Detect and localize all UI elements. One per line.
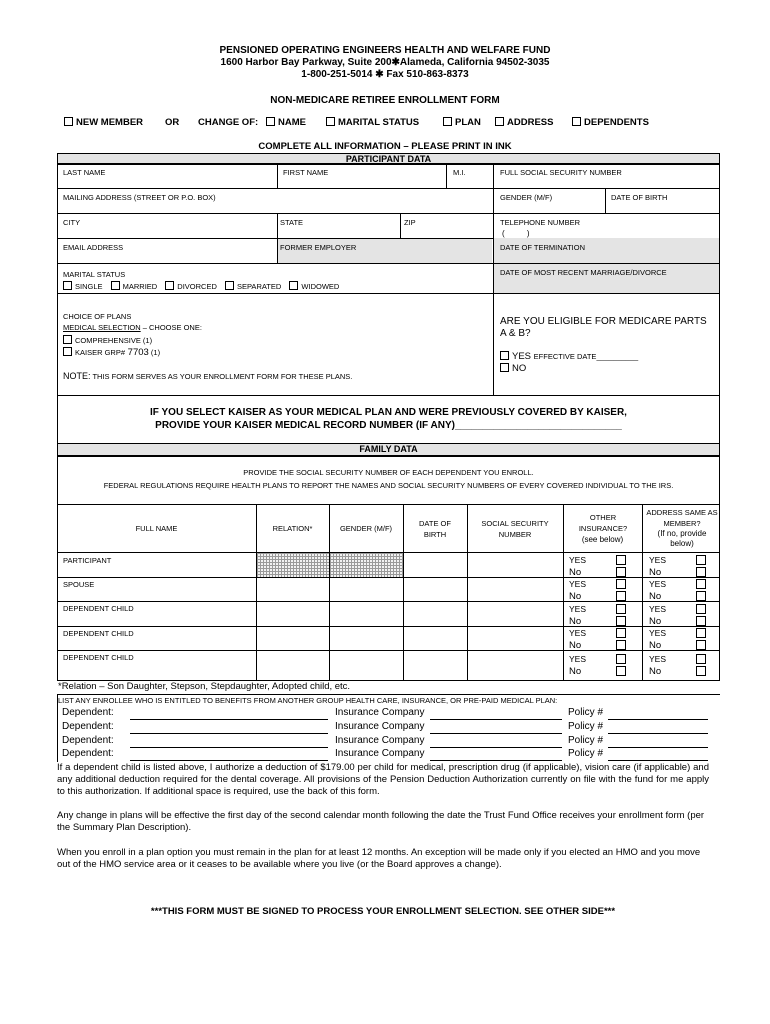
change-address-option[interactable]: ADDRESS <box>495 117 553 128</box>
insurance-company-line[interactable] <box>430 747 562 748</box>
marital-single[interactable]: SINGLE <box>63 282 103 291</box>
change-of-label: CHANGE OF: <box>198 117 259 128</box>
instructions: COMPLETE ALL INFORMATION – PLEASE PRINT IN INK <box>258 141 512 152</box>
other-ins-no-checkbox-2[interactable] <box>616 591 626 601</box>
new-member-option[interactable]: NEW MEMBER <box>64 117 143 128</box>
other-ins-yes-checkbox-2[interactable] <box>616 579 626 589</box>
medicare-question: ARE YOU ELIGIBLE FOR MEDICARE PARTS A & B? <box>500 316 707 339</box>
change-marital-option[interactable]: MARITAL STATUS <box>326 117 419 128</box>
col-other-insurance-sub: (see below) <box>581 535 624 544</box>
policy-number-label: Policy # <box>568 707 604 718</box>
change-name-option[interactable]: NAME <box>266 117 306 128</box>
family-note-1: PROVIDE THE SOCIAL SECURITY NUMBER OF EACH DEPENDENT YOU ENROLL. <box>243 468 534 477</box>
dependent-name-line[interactable] <box>130 733 328 734</box>
org-phones: 1-800-251-5014 ✱ Fax 510-863-8373 <box>301 69 469 80</box>
medicare-no-checkbox[interactable] <box>500 363 509 372</box>
relation-note: *Relation – Son Daughter, Stepson, Stepdaughter, Adopted child, etc. <box>58 681 351 692</box>
plan-change-paragraph: Any change in plans will be effective the first day of the second calendar month following the date the Trust Fund Office receives your enrollment form (per the Summary Plan Description). <box>57 810 705 833</box>
col-full-name: FULL NAME <box>135 524 178 533</box>
dependent-label: Dependent: <box>62 707 114 718</box>
marital-married[interactable]: MARRIED <box>111 282 158 291</box>
addr-same-row-1: YES No <box>649 555 667 578</box>
participant-title: PARTICIPANT DATA <box>345 154 432 164</box>
addr-same-yes-checkbox-5[interactable] <box>696 654 706 664</box>
family-title: FAMILY DATA <box>359 444 418 454</box>
col-address-same: ADDRESS SAME AS MEMBER? <box>646 508 718 528</box>
row-spouse: SPOUSE <box>63 580 95 589</box>
medicare-yes-option[interactable]: YES EFFECTIVE DATE__________ <box>500 351 638 362</box>
addr-same-yes-checkbox-4[interactable] <box>696 628 706 638</box>
policy-number-label: Policy # <box>568 721 604 732</box>
addr-same-yes-checkbox-2[interactable] <box>696 579 706 589</box>
recent-marriage-label: DATE OF MOST RECENT MARRIAGE/DIVORCE <box>500 268 667 277</box>
other-ins-yes-checkbox-4[interactable] <box>616 628 626 638</box>
family-note-2: FEDERAL REGULATIONS REQUIRE HEALTH PLANS TO REPORT THE NAMES AND SOCIAL SECURITY NUMBERS OF EVERY COVERED INDIVIDUAL TO THE IRS. <box>103 481 674 490</box>
signature-notice: ***THIS FORM MUST BE SIGNED TO PROCESS YOUR ENROLLMENT SELECTION. SEE OTHER SIDE*** <box>150 906 616 917</box>
telephone-parens: ( ) <box>502 229 530 238</box>
policy-number-label: Policy # <box>568 748 604 759</box>
col-gender: GENDER (M/F) <box>339 524 393 533</box>
state-label: STATE <box>280 218 304 227</box>
dependent-name-line[interactable] <box>130 747 328 748</box>
addr-same-row-5: YES No <box>649 654 667 677</box>
addr-same-no-checkbox-5[interactable] <box>696 666 706 676</box>
policy-number-line[interactable] <box>608 719 708 720</box>
dependent-name-line[interactable] <box>130 719 328 720</box>
medicare-no-option[interactable]: NO <box>500 363 526 374</box>
insurance-company-line[interactable] <box>430 760 562 761</box>
col-dob: DATE OF BIRTH <box>419 519 451 539</box>
zip-label: ZIP <box>404 218 416 227</box>
change-dependents-option[interactable]: DEPENDENTS <box>572 117 649 128</box>
kaiser-notice-line2: PROVIDE YOUR KAISER MEDICAL RECORD NUMBER (IF ANY)______________________________ <box>155 420 622 431</box>
col-ssn: SOCIAL SECURITY NUMBER <box>481 519 549 539</box>
first-name-label: FIRST NAME <box>283 168 329 177</box>
marital-status-label: MARITAL STATUS <box>63 270 126 279</box>
addr-same-no-checkbox-3[interactable] <box>696 616 706 626</box>
or-label: OR <box>165 117 180 128</box>
row-dependent-2: DEPENDENT CHILD <box>63 629 134 638</box>
other-ins-yes-checkbox-3[interactable] <box>616 604 626 614</box>
change-address-checkbox[interactable] <box>495 117 504 126</box>
city-label: CITY <box>63 218 81 227</box>
plan-note: NOTE: THIS FORM SERVES AS YOUR ENROLLMENT FORM FOR THESE PLANS. <box>63 371 353 381</box>
other-ins-row-5: YES No <box>569 654 587 677</box>
other-ins-no-checkbox-1[interactable] <box>616 567 626 577</box>
telephone-label: TELEPHONE NUMBER <box>500 218 581 227</box>
form-title: NON-MEDICARE RETIREE ENROLLMENT FORM <box>270 95 500 106</box>
change-marital-checkbox[interactable] <box>326 117 335 126</box>
insurance-company-line[interactable] <box>430 733 562 734</box>
policy-number-line[interactable] <box>608 760 708 761</box>
other-ins-no-checkbox-4[interactable] <box>616 640 626 650</box>
insurance-company-label: Insurance Company <box>335 748 425 759</box>
col-other-insurance: OTHER INSURANCE? <box>578 513 628 533</box>
insurance-company-label: Insurance Company <box>335 735 425 746</box>
other-ins-row-3: YES No <box>569 604 587 627</box>
row-dependent-1: DEPENDENT CHILD <box>63 604 134 613</box>
email-label: EMAIL ADDRESS <box>63 243 124 252</box>
medicare-yes-checkbox[interactable] <box>500 351 509 360</box>
ssn-label: FULL SOCIAL SECURITY NUMBER <box>500 168 622 177</box>
choice-of-plans-label: CHOICE OF PLANS <box>63 312 132 321</box>
enrollment-period-paragraph: When you enroll in a plan option you must remain in the plan for at least 12 months. An exception will be made only if you elected an HMO and you move out of the HMO service area or it ceases to be available where you live (or the Board approves a change). <box>57 847 701 870</box>
marital-divorced[interactable]: DIVORCED <box>165 282 217 291</box>
addr-same-no-checkbox-4[interactable] <box>696 640 706 650</box>
policy-number-label: Policy # <box>568 735 604 746</box>
other-ins-no-checkbox-5[interactable] <box>616 666 626 676</box>
policy-number-line[interactable] <box>608 733 708 734</box>
dependent-label: Dependent: <box>62 735 114 746</box>
dependent-name-line[interactable] <box>130 760 328 761</box>
org-name: PENSIONED OPERATING ENGINEERS HEALTH AND WELFARE FUND <box>219 45 551 56</box>
other-group-note: LIST ANY ENROLLEE WHO IS ENTITLED TO BENEFITS FROM ANOTHER GROUP HEALTH CARE, INSURANCE, OR PRE-PAID MEDICAL PLAN: <box>58 696 558 705</box>
row-dependent-3: DEPENDENT CHILD <box>63 653 134 662</box>
other-ins-row-1: YES No <box>569 555 587 578</box>
marital-separated[interactable]: SEPARATED <box>225 282 281 291</box>
other-ins-yes-checkbox-1[interactable] <box>616 555 626 565</box>
addr-same-row-3: YES No <box>649 604 667 627</box>
addr-same-row-4: YES No <box>649 628 667 651</box>
dependent-label: Dependent: <box>62 748 114 759</box>
addr-same-row-2: YES No <box>649 579 667 602</box>
gender-label: GENDER (M/F) <box>500 193 553 202</box>
comprehensive-checkbox[interactable] <box>63 335 72 344</box>
kaiser-checkbox[interactable] <box>63 347 72 356</box>
addr-same-no-checkbox-2[interactable] <box>696 591 706 601</box>
other-ins-yes-checkbox-5[interactable] <box>616 654 626 664</box>
other-ins-no-checkbox-3[interactable] <box>616 616 626 626</box>
new-member-checkbox[interactable] <box>64 117 73 126</box>
last-name-label: LAST NAME <box>63 168 106 177</box>
addr-same-yes-checkbox-1[interactable] <box>696 555 706 565</box>
org-address: 1600 Harbor Bay Parkway, Suite 200✱Alameda, California 94502-3035 <box>220 57 550 68</box>
other-ins-row-4: YES No <box>569 628 587 651</box>
change-name-checkbox[interactable] <box>266 117 275 126</box>
dependent-label: Dependent: <box>62 721 114 732</box>
medical-selection: MEDICAL SELECTION – CHOOSE ONE: <box>63 323 202 332</box>
kaiser-notice-line1: IF YOU SELECT KAISER AS YOUR MEDICAL PLAN AND WERE PREVIOUSLY COVERED BY KAISER, <box>150 407 627 418</box>
marital-widowed[interactable]: WIDOWED <box>289 282 339 291</box>
addr-same-no-checkbox-1[interactable] <box>696 567 706 577</box>
mailing-address-label: MAILING ADDRESS (STREET OR P.O. BOX) <box>63 193 216 202</box>
change-plan-option[interactable]: PLAN <box>443 117 481 128</box>
col-relation: RELATION* <box>272 524 313 533</box>
kaiser-option[interactable]: KAISER GRP# 7703 (1) <box>63 347 160 358</box>
termination-date-label: DATE OF TERMINATION <box>500 243 586 252</box>
other-ins-row-2: YES No <box>569 579 587 602</box>
dob-label: DATE OF BIRTH <box>611 193 668 202</box>
deduction-paragraph: If a dependent child is listed above, I authorize a deduction of $179.00 per child for medical, prescription drug (if applicable), vision care (if applicable) and any additional deduction required for the dental coverage. All provisions of the Pension Deduction Authorization currently on file with the fund for me apply to this authorization. If additional space is required, use the back of this form. <box>57 762 709 797</box>
insurance-company-line[interactable] <box>430 719 562 720</box>
addr-same-yes-checkbox-3[interactable] <box>696 604 706 614</box>
comprehensive-option[interactable]: COMPREHENSIVE (1) <box>63 335 152 345</box>
insurance-company-label: Insurance Company <box>335 707 425 718</box>
policy-number-line[interactable] <box>608 747 708 748</box>
col-address-same-sub: (If no, provide below) <box>657 529 707 548</box>
change-plan-checkbox[interactable] <box>443 117 452 126</box>
change-dependents-checkbox[interactable] <box>572 117 581 126</box>
mi-label: M.I. <box>453 168 466 177</box>
marital-options <box>63 281 339 291</box>
insurance-company-label: Insurance Company <box>335 721 425 732</box>
former-employer-label: FORMER EMPLOYER <box>280 243 357 252</box>
row-participant: PARTICIPANT <box>63 556 112 565</box>
